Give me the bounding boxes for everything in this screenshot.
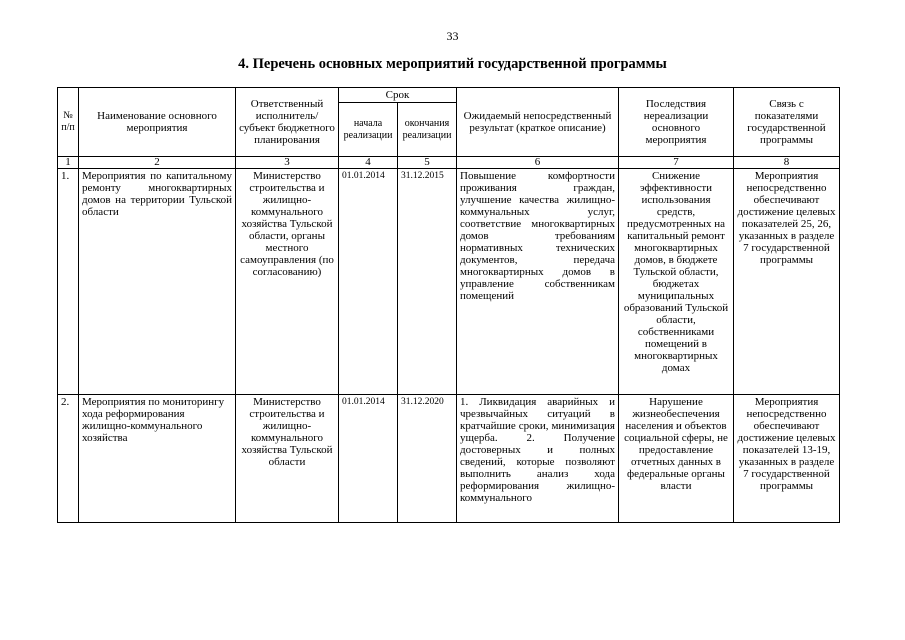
header-executor: Ответственный исполнитель/ субъект бюджетного планирования (236, 88, 339, 157)
header-name: Наименование основного мероприятия (79, 88, 236, 157)
row-number: 1. (58, 169, 79, 395)
measure-link: Мероприятия непосредственно обеспечивают достижение целевых показателей 13-19, указанных в разделе 7 государственной программы (734, 395, 840, 523)
measure-start-date: 01.01.2014 (339, 169, 398, 395)
table-row (58, 169, 840, 395)
measure-link: Мероприятия непосредственно обеспечивают достижение целевых показателей 25, 26, указанных в разделе 7 государственной программы (734, 169, 840, 395)
column-number: 7 (619, 157, 734, 169)
measure-consequences: Нарушение жизнеобеспечения населения и объектов социальной сферы, не предоставление отчетных данных в федеральные органы власти (619, 395, 734, 523)
column-number: 6 (457, 157, 619, 169)
column-number: 8 (734, 157, 840, 169)
measure-result: 1. Ликвидация аварийных и чрезвычайных ситуаций в кратчайшие сроки, минимизация ущерба. 2. Получение достоверных и полных сведений, которые позволяют выполнить анализ хода реформирования жилищно-коммунального (457, 395, 619, 523)
measure-start-date: 01.01.2014 (339, 395, 398, 523)
measure-name: Мероприятия по капитальному ремонту многоквартирных домов на территории Тульской области (79, 169, 236, 395)
measure-executor: Министерство строительства и жилищно-коммунального хозяйства Тульской области (236, 395, 339, 523)
column-number: 4 (339, 157, 398, 169)
header-consequences: Последствия нереализации основного мероприятия (619, 88, 734, 157)
header-term: Срок (339, 88, 457, 103)
header-term-start: начала реализации (339, 103, 398, 157)
column-number: 3 (236, 157, 339, 169)
table-row (58, 395, 840, 523)
row-number: 2. (58, 395, 79, 523)
measures-table (57, 87, 840, 523)
measure-name: Мероприятия по мониторингу хода реформирования жилищно-коммунального хозяйства (79, 395, 236, 523)
page-title: 4. Перечень основных мероприятий государственной программы (238, 56, 667, 72)
measure-end-date: 31.12.2020 (398, 395, 457, 523)
header-link: Связь с показателями государственной программы (734, 88, 840, 157)
column-number: 1 (58, 157, 79, 169)
header-num: № п/п (58, 88, 79, 157)
measure-executor: Министерство строительства и жилищно-коммунального хозяйства Тульской области, органы местного самоуправления (по согласованию) (236, 169, 339, 395)
page-number: 33 (446, 29, 459, 43)
measure-result: Повышение комфортности проживания граждан, улучшение качества жилищно-коммунальных услуг, соответствие многоквартирных домов требованиям нормативных технических документов, передача многоквартирных домов в управление собственникам помещений (457, 169, 619, 395)
header-term-end: окончания реализации (398, 103, 457, 157)
column-number: 2 (79, 157, 236, 169)
header-result: Ожидаемый непосредственный результат (краткое описание) (457, 88, 619, 157)
measure-end-date: 31.12.2015 (398, 169, 457, 395)
measure-consequences: Снижение эффективности использования средств, предусмотренных на капитальный ремонт многоквартирных домов, в бюджете Тульской области, бюджетах муниципальных образований Тульской области, собственниками помещений в многоквартирных домах (619, 169, 734, 395)
column-number: 5 (398, 157, 457, 169)
column-number-row (58, 157, 840, 169)
